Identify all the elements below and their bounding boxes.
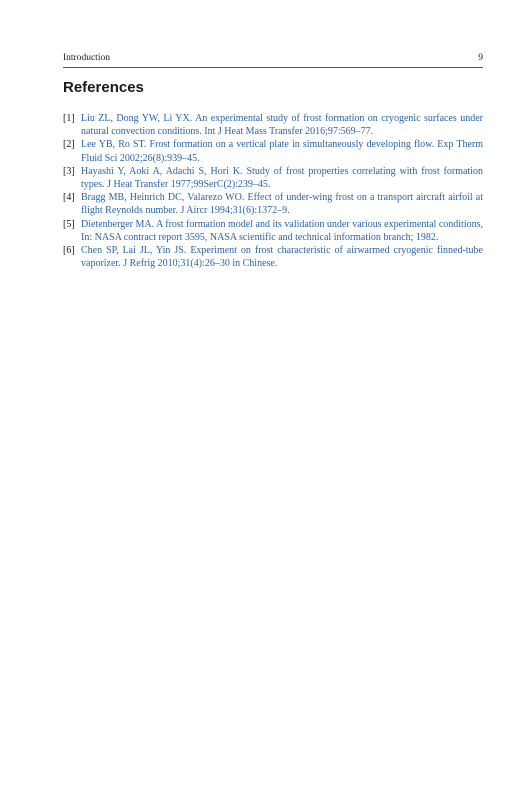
references-heading: References	[63, 79, 144, 96]
reference-link[interactable]: Lee YB, Ro ST. Frost formation on a vertical plate in simultaneously developing flow. Exp Therm Fluid Sci 2002;26(8):939–45.	[81, 139, 483, 164]
reference-number: [2]	[63, 139, 75, 151]
reference-number: [4]	[63, 192, 75, 204]
reference-link[interactable]: Chen SP, Lai JL, Yin JS. Experiment on frost characteristic of airwarmed cryogenic finned-tube vaporizer. J Refrig 2010;31(4):26–30 in Chinese.	[81, 245, 483, 270]
reference-link[interactable]: Bragg MB, Heinrich DC, Valarezo WO. Effect of under-wing frost on a transport aircraft airfoil at flight Reynolds number. J Aircr 1994;31(6):1372–9.	[81, 192, 483, 217]
reference-item-4	[63, 191, 483, 217]
reference-item-5	[63, 218, 483, 244]
page-number: 9	[478, 53, 483, 63]
reference-link[interactable]: Liu ZL, Dong YW, Li YX. An experimental study of frost formation on cryogenic surfaces under natural convection conditions. Int J Heat Mass Transfer 2016;97:569–77.	[81, 113, 483, 138]
running-head-section: Introduction	[63, 53, 110, 63]
reference-item-6	[63, 244, 483, 270]
reference-number: [1]	[63, 113, 75, 124]
reference-number: [3]	[63, 165, 75, 177]
reference-number: [6]	[63, 245, 75, 257]
header-rule	[63, 67, 483, 68]
reference-number: [5]	[63, 218, 75, 230]
running-head	[63, 51, 483, 65]
reference-link[interactable]: Dietenberger MA. A frost formation model and its validation under various experimental conditions, In: NASA contract report 3595, NASA scientific and technical information branch; 1982.	[81, 218, 483, 243]
reference-link[interactable]: Hayashi Y, Aoki A, Adachi S, Hori K. Study of frost properties correlating with frost formation types. J Heat Transfer 1977;99SerC(2):239–45.	[81, 165, 483, 191]
reference-item-2	[63, 138, 483, 164]
reference-list	[63, 112, 483, 270]
reference-item-1	[63, 112, 483, 138]
reference-item-3	[63, 165, 483, 191]
